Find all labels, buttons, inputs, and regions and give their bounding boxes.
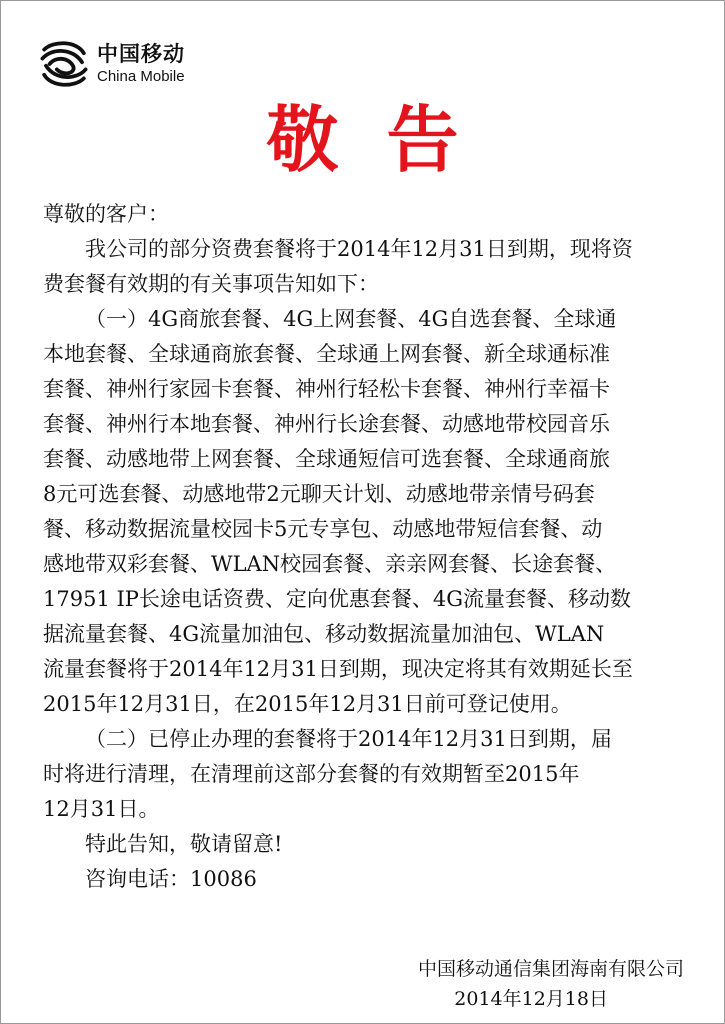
item2-line: （二）已停止办理的套餐将于2014年12月31日到期，届 (85, 727, 612, 751)
item1-line: 餐、移动数据流量校园卡5元专享包、动感地带短信套餐、动 (43, 517, 603, 541)
notice-body (43, 197, 693, 897)
signature-company: 中国移动通信集团海南有限公司 (417, 958, 684, 980)
salutation: 尊敬的客户： (43, 202, 169, 226)
item1-line: （一）4G商旅套餐、4G上网套餐、4G自选套餐、全球通 (85, 307, 617, 331)
hotline-text: 咨询电话：10086 (85, 867, 257, 891)
item1-line: 据流量套餐、4G流量加油包、移动数据流量加油包、WLAN (43, 622, 605, 646)
item1-line: 本地套餐、全球通商旅套餐、全球通上网套餐、新全球通标准 (43, 342, 610, 366)
signature-block (418, 954, 684, 1014)
signature-date: 2014年12月18日 (454, 988, 608, 1010)
item1-line: 8元可选套餐、动感地带2元聊天计划、动感地带亲情号码套 (43, 482, 595, 506)
closing-text: 特此告知，敬请留意! (85, 832, 283, 856)
item2-line: 12月31日。 (43, 797, 160, 821)
title-char-1: 敬 (266, 98, 339, 182)
logo-name-en: China Mobile (97, 68, 185, 85)
item2-line: 时将进行清理，在清理前这部分套餐的有效期暂至2015年 (43, 762, 580, 786)
intro-line: 费套餐有效期的有关事项告知如下： (43, 272, 379, 296)
item1-line: 17951 IP长途电话资费、定向优惠套餐、4G流量套餐、移动数 (43, 587, 632, 611)
title-char-2: 告 (386, 98, 459, 182)
logo-name-cn: 中国移动 (97, 42, 185, 66)
notice-title (1, 97, 724, 183)
item1-line: 感地带双彩套餐、WLAN校园套餐、亲亲网套餐、长途套餐、 (43, 552, 617, 576)
brand-logo (37, 37, 185, 91)
item1-line: 套餐、动感地带上网套餐、全球通短信可选套餐、全球通商旅 (43, 447, 610, 471)
china-mobile-logo-icon (37, 37, 91, 91)
item1-line: 流量套餐将于2014年12月31日到期，现决定将其有效期延长至 (43, 657, 633, 681)
item1-line: 2015年12月31日，在2015年12月31日前可登记使用。 (43, 692, 572, 716)
intro-line: 我公司的部分资费套餐将于2014年12月31日到期，现将资 (85, 237, 633, 261)
item1-line: 套餐、神州行家园卡套餐、神州行轻松卡套餐、神州行幸福卡 (43, 377, 610, 401)
item1-line: 套餐、神州行本地套餐、神州行长途套餐、动感地带校园音乐 (43, 412, 610, 436)
